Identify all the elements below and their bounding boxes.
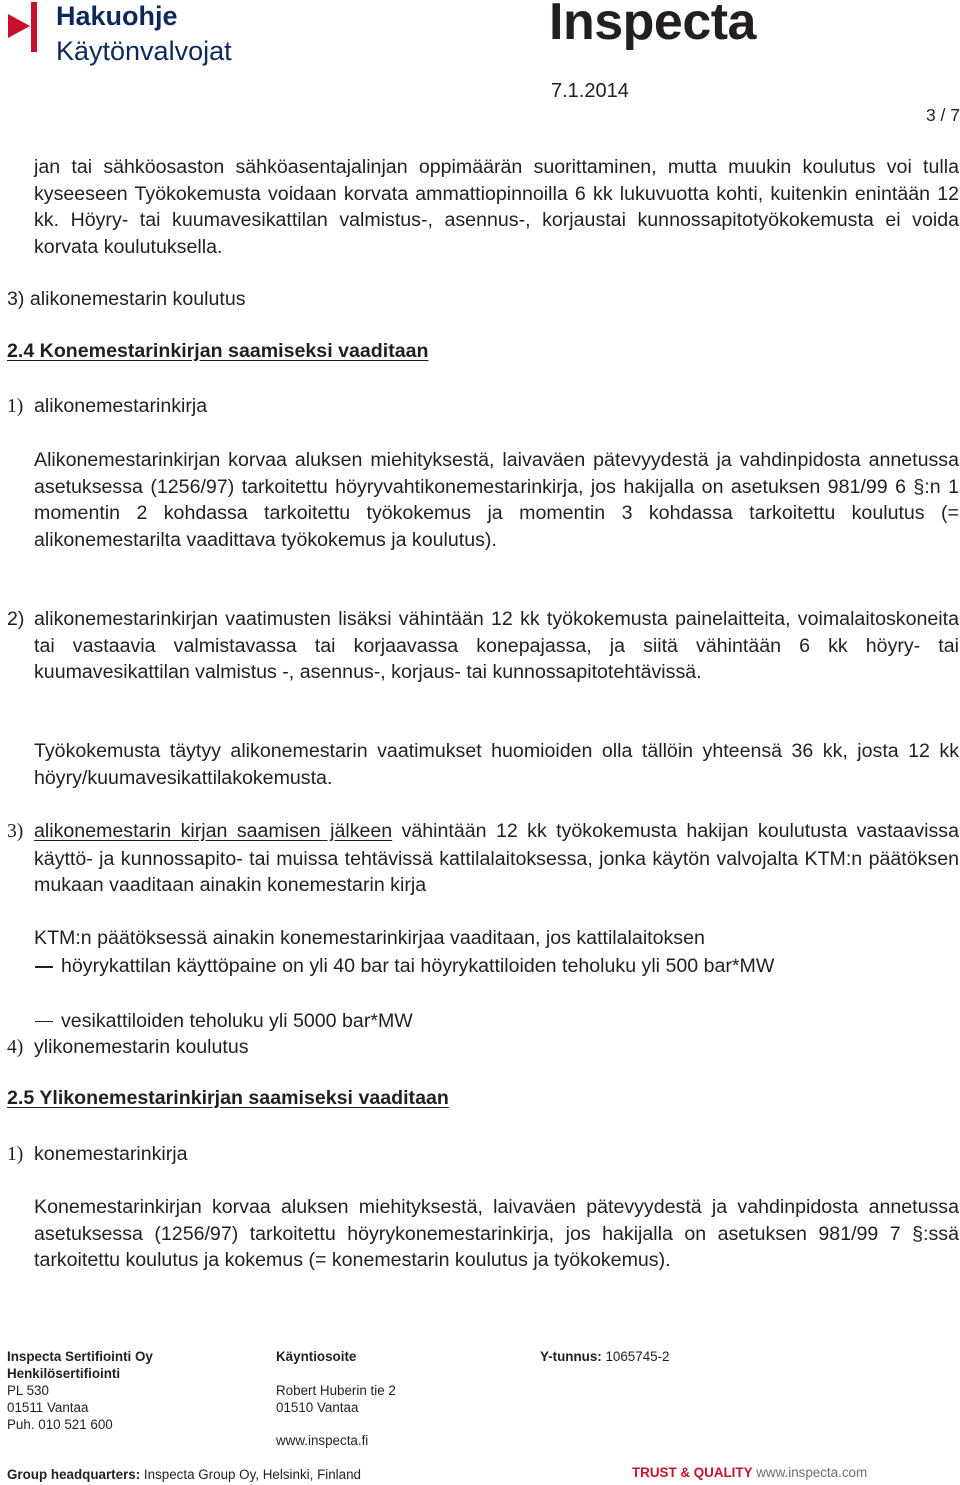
slogan-text: TRUST & QUALITY <box>632 1465 753 1480</box>
footer-po-box: PL 530 <box>7 1383 49 1398</box>
section-2-4-item-1 <box>7 393 207 421</box>
section-2-4-item-4 <box>7 1034 249 1062</box>
item-number: 1) <box>7 1144 24 1165</box>
intro-paragraph: jan tai sähköosaston sähköasentajalinjan oppimäärän suorittaminen, mutta muukin koulutus voi tulla kyseeseen Työkokemusta voidaan korvata ammattiopinnoilla 6 kk lukuvuotta kohti, kuitenkin enintään 12 kk. Höyry- tai kuumavesikattilan valmistus-, asennus-, korjaustai kunnossapitotyökokemusta ei voida korvata koulutuksella. <box>34 156 959 258</box>
item-number: 1) <box>7 396 24 417</box>
section-2-5-heading: 2.5 Ylikonemestarinkirjan saamiseksi vaaditaan <box>7 1087 449 1109</box>
document-date: 7.1.2014 <box>551 80 629 102</box>
footer-slogan <box>632 1464 867 1481</box>
footer-division: Henkilösertifiointi <box>7 1366 121 1381</box>
footer-visit-label: Käyntiosoite <box>276 1349 357 1364</box>
footer-company: Inspecta Sertifiointi Oy <box>7 1349 153 1364</box>
item-label: konemestarinkirja <box>34 1143 188 1165</box>
footer-headquarters <box>7 1466 361 1483</box>
ytunnus-value: 1065745-2 <box>601 1349 670 1364</box>
item-text: vähintään 12 kk työkokemusta hakijan koulutusta vastaavissa käyttö- ja kunnossapito- tai muissa tehtävissä kattilalaitoksessa, jonka käytön valvojalta KTM:n päätöksen mukaan vaaditaan ainakin konemestarin kirja <box>34 820 959 896</box>
section-2-4-item-2 <box>7 606 959 686</box>
hq-label: Group headquarters: <box>7 1467 141 1482</box>
intro-item-3: 3) alikonemestarin koulutus <box>7 288 246 310</box>
slogan-web-link[interactable]: www.inspecta.com <box>752 1465 868 1480</box>
footer-ytunnus <box>540 1348 670 1365</box>
document-type: Hakuohje <box>56 1 178 31</box>
item-label: ylikonemestarin koulutus <box>34 1036 249 1058</box>
header-arrow-icon <box>8 14 30 38</box>
footer-street: Robert Huberin tie 2 <box>276 1383 396 1398</box>
item-number: 3) <box>7 821 24 842</box>
section-2-4-item-1-paragraph: Alikonemestarinkirjan korvaa aluksen miehityksestä, laivaväen pätevyydestä ja vahdinpidosta annetussa asetuksessa (1256/97) tarkoitettu höyryvahtikonemestarinkirja, jos hakijalla on asetuksen 981/99 6 §:n 1 momentin 2 kohdassa tarkoitettu työkokemus ja momentin 3 kohdassa tarkoitettu koulutus (= alikonemestarilta vaadittava työkokemus ja koulutus). <box>34 449 959 551</box>
hq-value: Inspecta Group Oy, Helsinki, Finland <box>140 1467 361 1482</box>
section-2-5-item-1 <box>7 1141 188 1169</box>
ytunnus-label: Y-tunnus: <box>540 1349 602 1364</box>
section-2-4-item-2-note: Työkokemusta täytyy alikonemestarin vaatimukset huomioiden olla tällöin yhteensä 36 kk, josta 12 kk höyry/kuumavesikattilakokemusta. <box>34 740 959 789</box>
document-subtitle: Käytönvalvojat <box>56 36 232 66</box>
item-number: 4) <box>7 1037 24 1058</box>
ktm-intro: KTM:n päätöksessä ainakin konemestarinkirjaa vaaditaan, jos kattilalaitoksen <box>34 927 705 949</box>
footer-web-link[interactable]: www.inspecta.fi <box>276 1433 369 1448</box>
footer-company-block <box>7 1348 153 1433</box>
item-label: alikonemestarinkirja <box>34 395 208 417</box>
footer-postal: 01511 Vantaa <box>7 1400 89 1415</box>
section-2-4-heading: 2.4 Konemestarinkirjan saamiseksi vaaditaan <box>7 340 429 362</box>
section-2-5-item-1-paragraph: Konemestarinkirjan korvaa aluksen miehityksestä, laivaväen pätevyydestä ja vahdinpidosta annetussa asetuksessa (1256/97) tarkoitettu höyrykonemestarinkirja, jos hakijalla on asetuksen 981/99 7 §:ssä tarkoitettu koulutus ja kokemus (= konemestarin koulutus ja työkokemus). <box>34 1196 959 1271</box>
ktm-bullet: höyrykattilan käyttöpaine on yli 40 bar tai höyrykattiloiden teholuku yli 500 bar*MW <box>33 953 960 980</box>
item-text: alikonemestarinkirjan vaatimusten lisäksi vähintään 12 kk työkokemusta painelaitteita, voimalaitoskoneita tai vastaavia valmistavassa tai korjaavassa konepajassa, ja siitä vähintään 6 kk höyry- tai kuumavesikattilan valmistus -, asennus-, korjaus- tai kunnossapitotehtävissä. <box>34 608 959 683</box>
header-accent-bar <box>31 2 37 52</box>
ktm-bullet: vesikattiloiden teholuku yli 5000 bar*MW <box>33 1008 960 1035</box>
item-number: 2) <box>7 608 25 630</box>
footer-visit-block <box>276 1382 396 1416</box>
section-2-4-item-3 <box>7 818 959 899</box>
page-number: 3 / 7 <box>925 105 960 125</box>
footer-visit-postal: 01510 Vantaa <box>276 1400 359 1415</box>
inspecta-logo: Inspecta <box>549 0 756 51</box>
item-underlined-text: alikonemestarin kirjan saamisen jälkeen <box>34 820 393 842</box>
footer-phone: Puh. 010 521 600 <box>7 1417 113 1432</box>
